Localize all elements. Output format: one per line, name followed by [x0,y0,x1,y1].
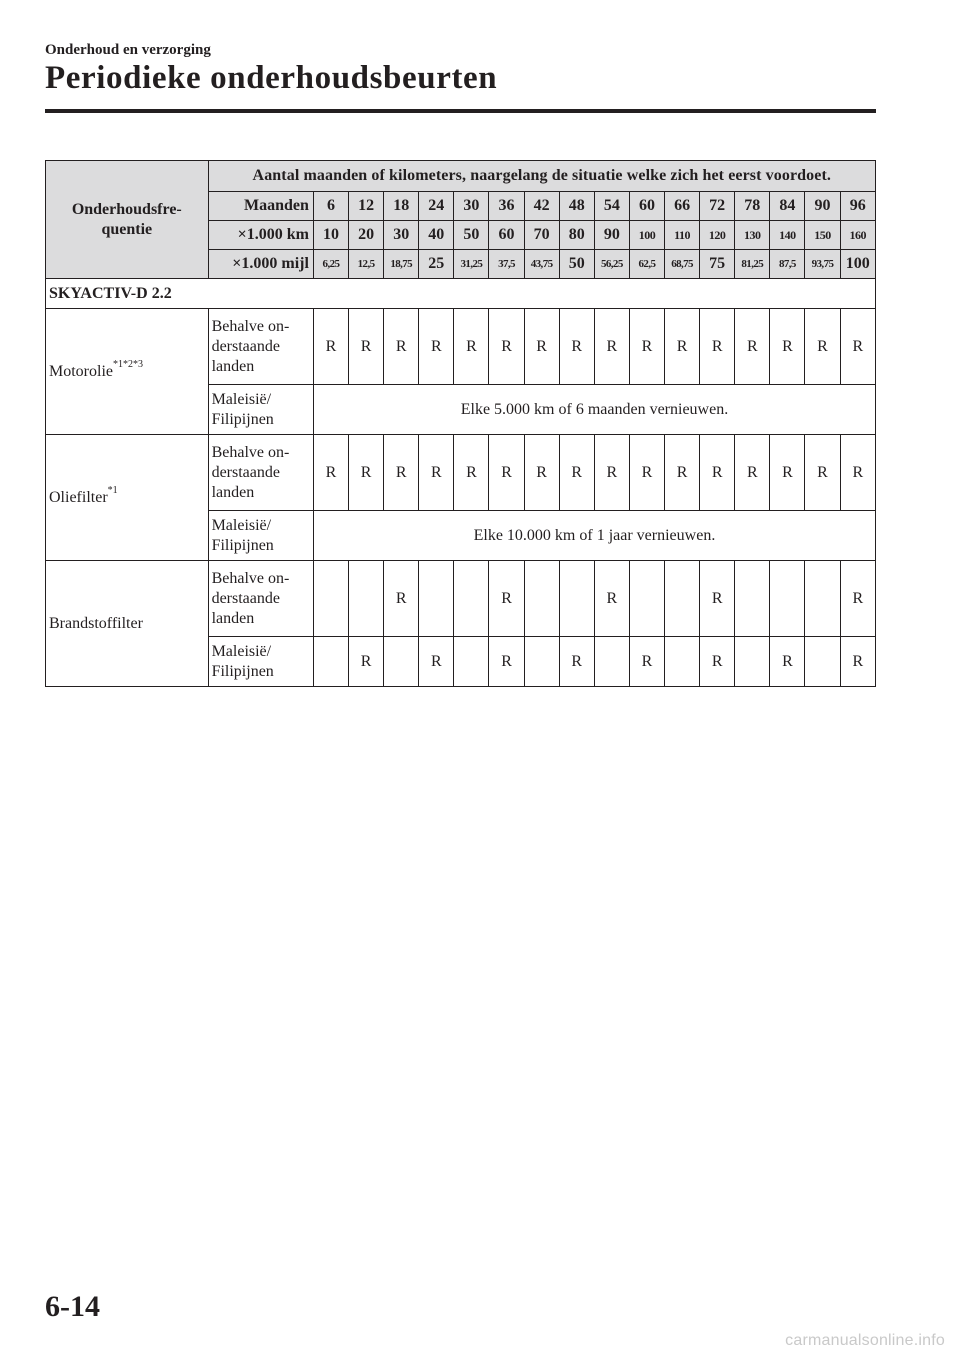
region-label: Behalve on- derstaande landen [208,435,313,511]
km-value: 60 [489,221,524,250]
replace-mark: R [700,435,735,511]
km-value: 20 [349,221,384,250]
replace-mark: R [454,435,489,511]
replace-mark: R [770,637,805,687]
interval-note: Elke 5.000 km of 6 maanden vernieuwen. [313,385,875,435]
interval-note: Elke 10.000 km of 1 jaar vernieuwen. [313,511,875,561]
miles-value: 68,75 [665,250,700,279]
replace-mark: R [770,435,805,511]
replace-mark: R [524,435,559,511]
miles-value: 25 [419,250,454,279]
replace-mark: R [559,435,594,511]
replace-mark: R [489,435,524,511]
watermark: carmanualsonline.info [785,1332,945,1349]
months-label: Maanden [208,192,313,221]
replace-mark [629,561,664,637]
replace-mark: R [349,309,384,385]
months-value: 6 [313,192,348,221]
engine-row [46,279,876,309]
miles-value: 31,25 [454,250,489,279]
item-name [46,435,209,561]
miles-value: 12,5 [349,250,384,279]
km-value: 90 [594,221,629,250]
replace-mark [454,637,489,687]
replace-mark [665,637,700,687]
months-value: 36 [489,192,524,221]
section-label: Onderhoud en verzorging [45,42,211,58]
item-row [46,309,876,385]
km-value: 100 [629,221,664,250]
miles-value: 100 [840,250,875,279]
item-footnote: *1*2*3 [113,359,143,371]
miles-value: 62,5 [629,250,664,279]
months-value: 18 [384,192,419,221]
item-row [46,561,876,637]
replace-mark: R [384,561,419,637]
miles-value: 43,75 [524,250,559,279]
replace-mark: R [665,435,700,511]
replace-mark: R [349,435,384,511]
months-value: 96 [840,192,875,221]
replace-mark: R [559,309,594,385]
replace-mark: R [735,435,770,511]
miles-value: 81,25 [735,250,770,279]
replace-mark [384,637,419,687]
replace-mark: R [735,309,770,385]
months-value: 72 [700,192,735,221]
miles-value: 50 [559,250,594,279]
replace-mark: R [805,435,840,511]
replace-mark: R [594,561,629,637]
months-value: 84 [770,192,805,221]
months-value: 12 [349,192,384,221]
page-number: 6-14 [45,1290,100,1323]
months-value: 66 [665,192,700,221]
miles-value: 87,5 [770,250,805,279]
replace-mark: R [524,309,559,385]
replace-mark: R [313,435,348,511]
item-footnote: *1 [107,485,118,497]
replace-mark [735,561,770,637]
item-row [46,435,876,511]
region-label: Behalve on- derstaande landen [208,561,313,637]
page-title: Periodieke onderhoudsbeurten [45,60,498,96]
replace-mark: R [629,637,664,687]
replace-mark: R [454,309,489,385]
km-value: 110 [665,221,700,250]
replace-mark: R [559,637,594,687]
replace-mark: R [419,637,454,687]
title-divider [45,109,876,113]
months-value: 60 [629,192,664,221]
frequency-header: Onderhoudsfre- quentie [46,161,209,279]
replace-mark [313,637,348,687]
item-name [46,561,209,687]
months-value: 30 [454,192,489,221]
replace-mark: R [594,435,629,511]
replace-mark: R [594,309,629,385]
months-value: 54 [594,192,629,221]
replace-mark: R [840,561,875,637]
replace-mark: R [700,561,735,637]
item-name-text: Oliefilter [49,488,108,506]
replace-mark: R [700,309,735,385]
interval-intro: Aantal maanden of kilometers, naargelang de situatie welke zich het eerst voordoet. [208,161,875,192]
km-value: 50 [454,221,489,250]
replace-mark [770,561,805,637]
km-value: 80 [559,221,594,250]
km-value: 10 [313,221,348,250]
replace-mark: R [629,435,664,511]
replace-mark: R [419,309,454,385]
miles-value: 37,5 [489,250,524,279]
km-value: 30 [384,221,419,250]
months-value: 78 [735,192,770,221]
miles-value: 18,75 [384,250,419,279]
replace-mark [349,561,384,637]
region-label: Maleisië/ Filipijnen [208,637,313,687]
replace-mark: R [700,637,735,687]
replace-mark [805,637,840,687]
miles-value: 6,25 [313,250,348,279]
replace-mark [454,561,489,637]
replace-mark: R [840,309,875,385]
months-value: 48 [559,192,594,221]
replace-mark: R [489,309,524,385]
km-value: 130 [735,221,770,250]
replace-mark: R [629,309,664,385]
km-value: 160 [840,221,875,250]
replace-mark: R [840,637,875,687]
intro-row [46,161,876,192]
maintenance-schedule-table [45,160,876,687]
km-value: 40 [419,221,454,250]
miles-value: 75 [700,250,735,279]
replace-mark [524,561,559,637]
miles-value: 56,25 [594,250,629,279]
item-name-text: Brandstoffilter [49,614,143,632]
region-label: Maleisië/ Filipijnen [208,511,313,561]
km-value: 150 [805,221,840,250]
replace-mark: R [770,309,805,385]
replace-mark: R [840,435,875,511]
replace-mark: R [384,309,419,385]
replace-mark: R [419,435,454,511]
replace-mark [419,561,454,637]
replace-mark: R [489,561,524,637]
months-value: 90 [805,192,840,221]
engine-label: SKYACTIV-D 2.2 [46,279,876,309]
replace-mark: R [489,637,524,687]
replace-mark [559,561,594,637]
miles-label: ×1.000 mijl [208,250,313,279]
months-value: 24 [419,192,454,221]
months-value: 42 [524,192,559,221]
miles-value: 93,75 [805,250,840,279]
replace-mark: R [384,435,419,511]
item-name-text: Motorolie [49,362,113,380]
replace-mark [524,637,559,687]
replace-mark: R [665,309,700,385]
replace-mark [665,561,700,637]
km-value: 70 [524,221,559,250]
km-label: ×1.000 km [208,221,313,250]
item-name [46,309,209,435]
km-value: 140 [770,221,805,250]
replace-mark [805,561,840,637]
replace-mark: R [313,309,348,385]
replace-mark [594,637,629,687]
replace-mark [313,561,348,637]
km-value: 120 [700,221,735,250]
region-label: Behalve on- derstaande landen [208,309,313,385]
replace-mark: R [805,309,840,385]
region-label: Maleisië/ Filipijnen [208,385,313,435]
replace-mark: R [349,637,384,687]
replace-mark [735,637,770,687]
